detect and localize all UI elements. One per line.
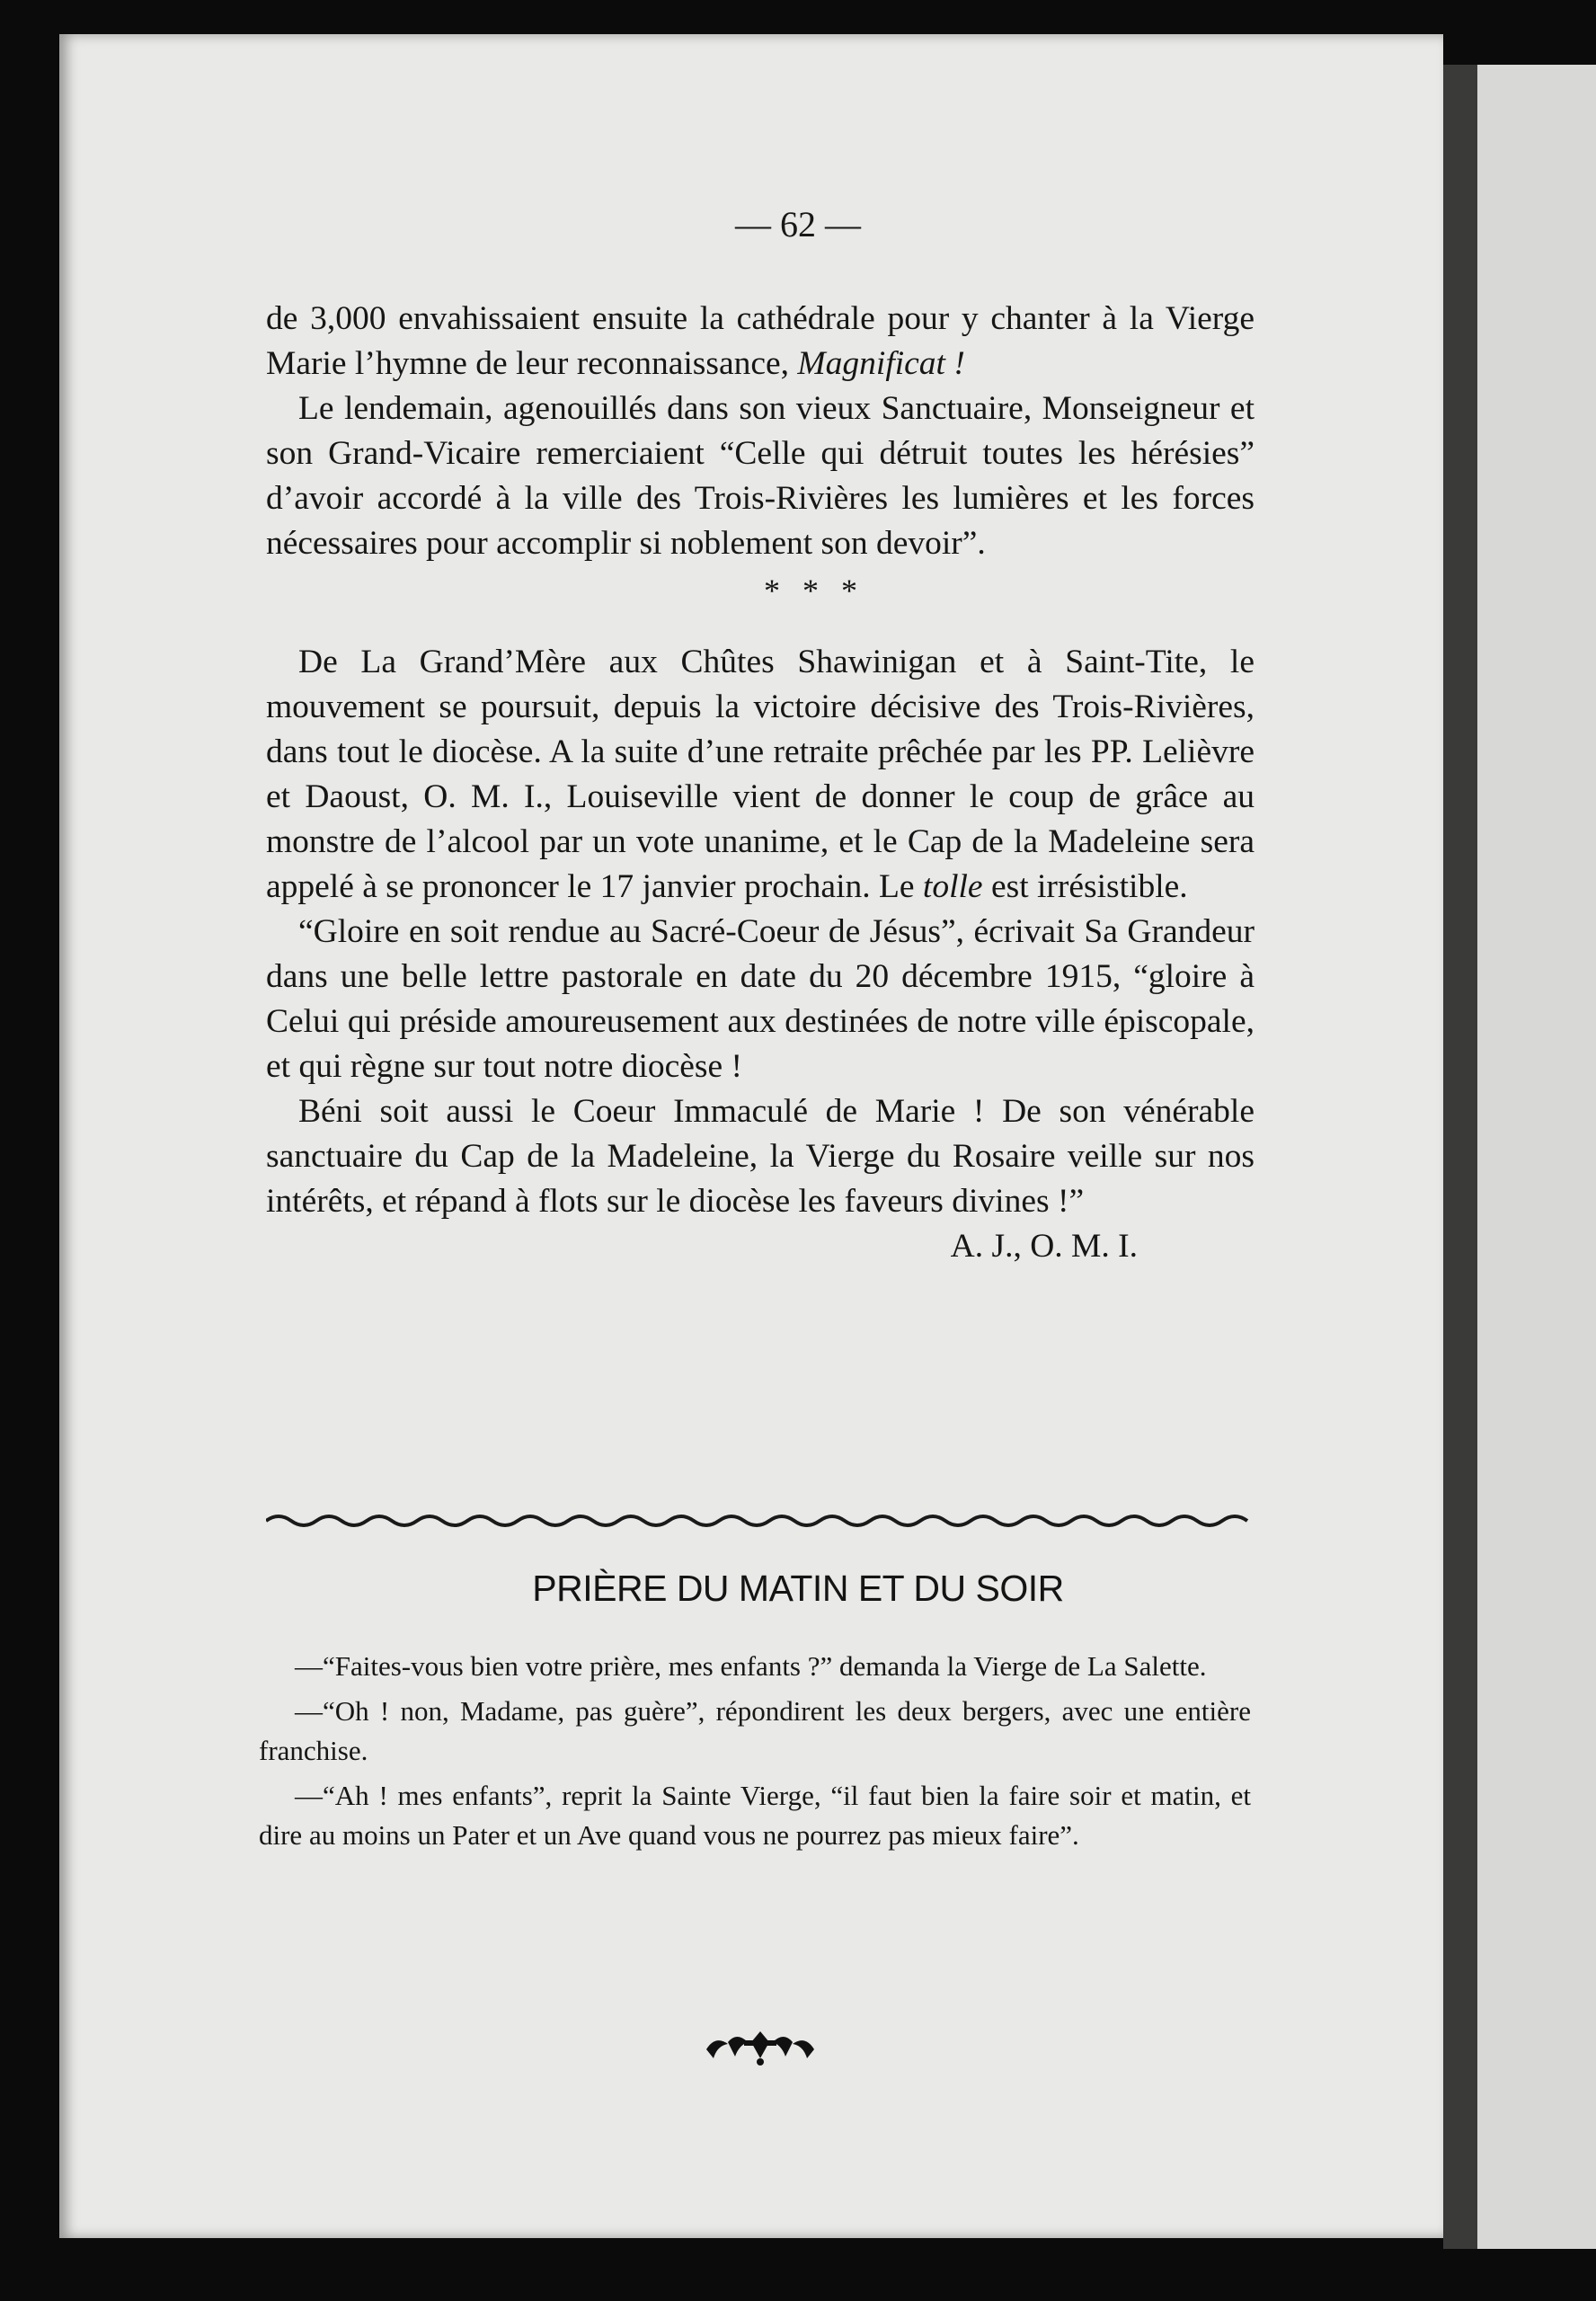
article-signature: A. J., O. M. I. bbox=[950, 1228, 1138, 1265]
article-paragraph-4: “Gloire en soit rendue au Sacré-Coeur de Jésus”, écrivait Sa Grandeur dans une belle lettre pastorale en date du 20 décembre 1915, “gloire à Celui qui préside amoureusement aux destinées de notre ville épiscopale, et qui règne sur tout notre diocèse ! bbox=[266, 913, 1255, 1085]
article-paragraph-1 bbox=[266, 297, 1255, 386]
article-paragraph-2: Le lendemain, agenouillés dans son vieux Sanctuaire, Monseigneur et son Grand-Vicaire remerciaient “Celle qui détruit toutes les hérésies” d’avoir accordé à la ville des Trois-Rivières les lumières et les forces nécessaires pour accomplir si noblement son devoir”. bbox=[266, 390, 1255, 562]
section-break-stars: * * * bbox=[764, 573, 864, 609]
article-body bbox=[266, 297, 1255, 1269]
article-paragraph-1-text: de 3,000 envahissaient ensuite la cathédrale pour y chanter à la Vierge Marie l’hymne de leur reconnaissance, bbox=[266, 300, 1255, 382]
article-paragraph-3-end: est irrésistible. bbox=[982, 868, 1188, 905]
section-title: PRIÈRE DU MATIN ET DU SOIR bbox=[532, 1568, 1064, 1609]
prayer-paragraph-3: —“Ah ! mes enfants”, reprit la Sainte Vierge, “il faut bien la faire soir et matin, et dire au moins un Pater et un Ave quand vous ne pourrez pas mieux faire”. bbox=[259, 1780, 1251, 1851]
tolle-italic: tolle bbox=[922, 868, 983, 905]
adjacent-page-edge bbox=[1477, 65, 1596, 2249]
article-paragraph-5: Béni soit aussi le Coeur Immaculé de Marie ! De son vénérable sanctuaire du Cap de la Madeleine, la Vierge du Rosaire veille sur nos intérêts, et répand à flots sur le diocèse les faveurs divines !” bbox=[266, 1093, 1255, 1220]
prayer-paragraph-2: —“Oh ! non, Madame, pas guère”, répondirent les deux bergers, avec une entière franchise. bbox=[259, 1695, 1251, 1766]
book-spine bbox=[1443, 65, 1477, 2249]
article-paragraph-3-text: De La Grand’Mère aux Chûtes Shawinigan et à Saint-Tite, le mouvement se poursuit, depuis la victoire décisive des Trois-Rivières, dans tout le diocèse. A la suite d’une retraite prêchée par les PP. Lelièvre et Daoust, O. M. I., Louiseville vient de donner le coup de grâce au monstre de l’alcool par un vote unanime, et le Cap de la Madeleine sera appelé à se prononcer le 17 janvier prochain. Le bbox=[266, 644, 1255, 905]
magnificat-italic: Magnificat ! bbox=[797, 345, 965, 382]
wavy-divider bbox=[266, 1510, 1251, 1532]
prayer-paragraph-1: —“Faites-vous bien votre prière, mes enfants ?” demanda la Vierge de La Salette. bbox=[295, 1650, 1207, 1682]
page-number: — 62 — bbox=[735, 204, 861, 244]
decorative-ornament-icon bbox=[697, 2022, 823, 2067]
article-paragraph-3 bbox=[266, 640, 1255, 910]
prayer-section-body bbox=[259, 1647, 1251, 1861]
